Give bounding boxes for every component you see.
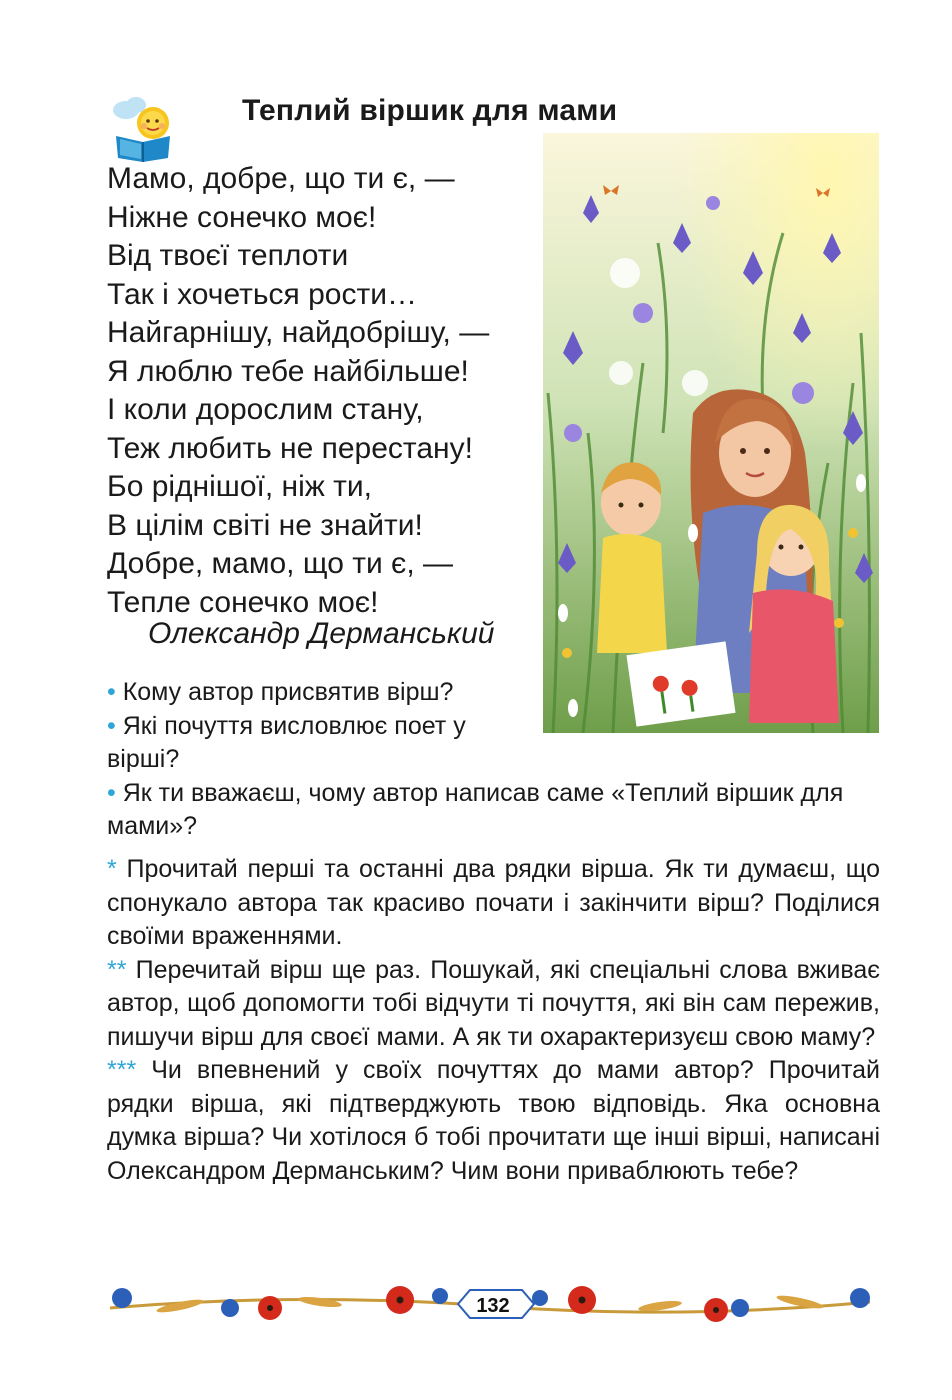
question-text: Як ти вважаєш, чому автор написав саме «Теплий віршик для мами»? bbox=[107, 778, 844, 840]
questions-list bbox=[107, 676, 880, 844]
tasks-list bbox=[107, 853, 880, 1188]
reading-sun-icon bbox=[106, 96, 180, 162]
question-item bbox=[107, 676, 880, 710]
poem-line: І коли дорослим стану, bbox=[107, 393, 424, 426]
poem-line: Так і хочеться рости… bbox=[107, 277, 417, 311]
page-number: 132 bbox=[476, 1295, 510, 1317]
poem-line: Мамо, добре, що ти є, — bbox=[107, 162, 455, 195]
bullet-icon: • bbox=[107, 711, 116, 740]
bullet-icon: • bbox=[107, 778, 116, 807]
poem-line: Від твоєї теплоти bbox=[107, 239, 349, 272]
difficulty-marker: ** bbox=[107, 955, 127, 984]
task-item bbox=[107, 853, 880, 954]
task-text: Перечитай вірш ще раз. Пошукай, які спеціальні слова вживає автор, щоб допомогти тобі відчути ті почуття, які він сам пережив, пишучи вірш для своєї мами. А як ти охарактеризуєш свою маму? bbox=[107, 955, 881, 1051]
task-text: Прочитай перші та останні два рядки вірша. Як ти думаєш, що спонукало автора так красиво почати і закінчити вірш? Поділися своїми враженнями. bbox=[107, 855, 880, 950]
task-item bbox=[107, 1054, 880, 1188]
poem-line: Найгарнішу, найдобрішу, — bbox=[107, 316, 490, 349]
poem bbox=[107, 160, 537, 622]
question-item bbox=[107, 710, 527, 777]
task-item bbox=[107, 954, 880, 1055]
difficulty-marker: *** bbox=[107, 1056, 137, 1084]
difficulty-marker: * bbox=[107, 855, 117, 883]
poem-line: Добре, мамо, що ти є, — bbox=[107, 547, 454, 580]
bullet-icon: • bbox=[107, 678, 116, 706]
poem-author: Олександр Дерманський bbox=[148, 617, 495, 650]
question-item bbox=[107, 777, 880, 844]
poem-line: Тепле сонечко моє! bbox=[107, 585, 379, 619]
poem-line: Я люблю тебе найбільше! bbox=[107, 354, 469, 388]
question-text: Які почуття висловлює поет у вірші? bbox=[107, 711, 466, 773]
question-text: Кому автор присвятив вірш? bbox=[122, 678, 454, 706]
poem-line: Бо ріднішої, ніж ти, bbox=[107, 470, 373, 503]
poem-line: Ніжне сонечко моє! bbox=[107, 200, 377, 234]
task-text: Чи впевнений у своїх почуттях до мами автор? Прочитай рядки вірша, які підтверджують твою відповідь. Яка основна думка вірша? Чи хотілося б тобі прочитати ще інші вірші, написані Олександром Дерманським? Чим вони приваблюють тебе? bbox=[107, 1056, 880, 1185]
page-title: Теплий віршик для мами bbox=[242, 94, 618, 127]
poem-line: В цілім світі не знайти! bbox=[107, 508, 423, 542]
poem-line: Теж любить не перестану! bbox=[107, 431, 473, 465]
mother-children-illustration bbox=[543, 133, 879, 733]
